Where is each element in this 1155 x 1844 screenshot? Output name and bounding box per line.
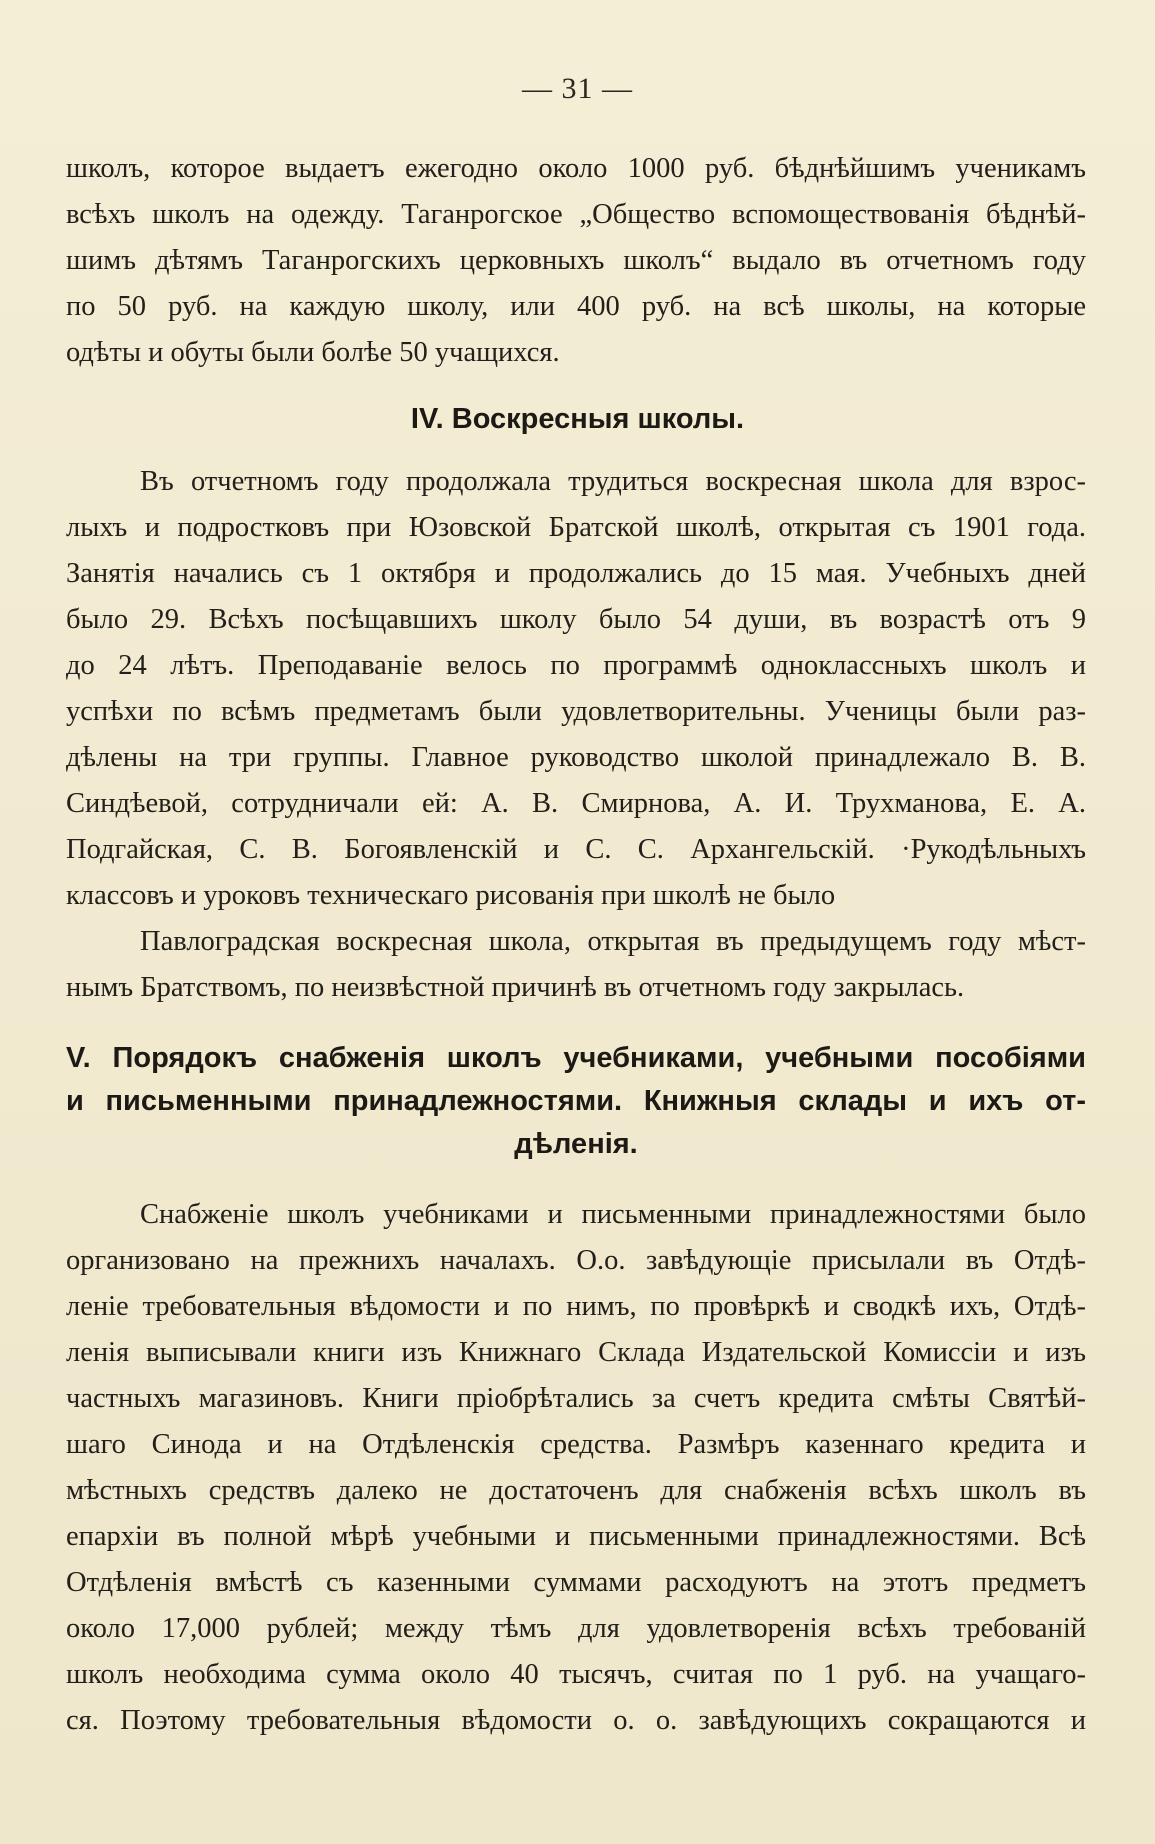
text-line: Павлоградская воскресная школа, открытая въ предыдущемъ году мѣст- xyxy=(140,926,1086,957)
text-line: ся. Поэтому требовательныя вѣдомости о. о. завѣдующихъ сокращаются и xyxy=(66,1705,1086,1736)
text-line: до 24 лѣтъ. Преподаваніе велось по программѣ одноклассныхъ школъ и xyxy=(66,650,1086,681)
heading-line: и письменными принадлежностями. Книжныя склады и ихъ от- xyxy=(66,1085,1086,1117)
text-line: организовано на прежнихъ началахъ. О.о. завѣдующіе присылали въ Отдѣ- xyxy=(66,1245,1086,1276)
text-line: школъ, которое выдаетъ ежегодно около 1000 руб. бѣднѣйшимъ ученикамъ xyxy=(66,153,1086,184)
section-heading-4: IV. Воскресныя школы. xyxy=(410,403,745,435)
text-line: всѣхъ школъ на одежду. Таганрогское „Общество вспомоществованія бѣднѣй- xyxy=(66,199,1086,230)
text-line: одѣты и обуты были болѣе 50 учащихся. xyxy=(66,337,560,368)
text-line: школъ необходима сумма около 40 тысячъ, считая по 1 руб. на учащаго- xyxy=(66,1659,1086,1690)
paragraph-4 xyxy=(66,1192,1086,1744)
text-line: успѣхи по всѣмъ предметамъ были удовлетворительны. Ученицы были раз- xyxy=(66,696,1086,727)
text-line: лыхъ и подростковъ при Юзовской Братской школѣ, открытая съ 1901 года. xyxy=(66,512,1086,543)
paragraph-2 xyxy=(66,459,1086,919)
section-heading-5 xyxy=(66,1037,1086,1166)
text-line: мѣстныхъ средствъ далеко не достаточенъ для снабженія всѣхъ школъ въ xyxy=(66,1475,1086,1506)
paragraph-1 xyxy=(66,146,1086,376)
text-line: епархіи въ полной мѣрѣ учебными и письменными принадлежностями. Всѣ xyxy=(66,1521,1086,1552)
text-line: Снабженіе школъ учебниками и письменными принадлежностями было xyxy=(140,1199,1086,1230)
text-line: дѣлены на три группы. Главное руководство школой принадлежало В. В. xyxy=(66,742,1086,773)
text-line: по 50 руб. на каждую школу, или 400 руб. на всѣ школы, на которые xyxy=(66,291,1086,322)
text-line: Отдѣленія вмѣстѣ съ казенными суммами расходуютъ на этотъ предметъ xyxy=(66,1567,1086,1598)
text-line: шимъ дѣтямъ Таганрогскихъ церковныхъ школъ“ выдало въ отчетномъ году xyxy=(66,245,1086,276)
text-line: ленія выписывали книги изъ Книжнаго Склада Издательской Комиссіи и изъ xyxy=(66,1337,1086,1368)
text-line: леніе требовательныя вѣдомости и по нимъ, по провѣркѣ и сводкѣ ихъ, Отдѣ- xyxy=(66,1291,1086,1322)
text-line: шаго Синода и на Отдѣленскія средства. Размѣръ казеннаго кредита и xyxy=(66,1429,1086,1460)
text-line: было 29. Всѣхъ посѣщавшихъ школу было 54 души, въ возрастѣ отъ 9 xyxy=(66,604,1086,635)
text-line: Въ отчетномъ году продолжала трудиться воскресная школа для взрос- xyxy=(140,466,1086,497)
text-line: нымъ Братствомъ, по неизвѣстной причинѣ въ отчетномъ году закрылась. xyxy=(66,972,965,1003)
paragraph-3 xyxy=(66,919,1086,1011)
page-number: — 31 — xyxy=(522,72,633,105)
text-line: Подгайская, С. В. Богоявленскій и С. С. Архангельскій. ·Рукодѣльныхъ xyxy=(66,834,1086,865)
heading-line: V. Порядокъ снабженія школъ учебниками, учебными пособіями xyxy=(66,1042,1086,1074)
text-line: частныхъ магазиновъ. Книги пріобрѣтались за счетъ кредита смѣты Святѣй- xyxy=(66,1383,1086,1414)
heading-line: дѣленія. xyxy=(514,1128,638,1160)
text-line: около 17,000 рублей; между тѣмъ для удовлетворенія всѣхъ требованій xyxy=(66,1613,1086,1644)
text-line: Синдѣевой, сотрудничали ей: А. В. Смирнова, А. И. Трухманова, Е. А. xyxy=(66,788,1086,819)
text-line: классовъ и уроковъ техническаго рисованія при школѣ не было xyxy=(66,880,836,911)
text-line: Занятія начались съ 1 октября и продолжались до 15 мая. Учебныхъ дней xyxy=(66,558,1086,589)
